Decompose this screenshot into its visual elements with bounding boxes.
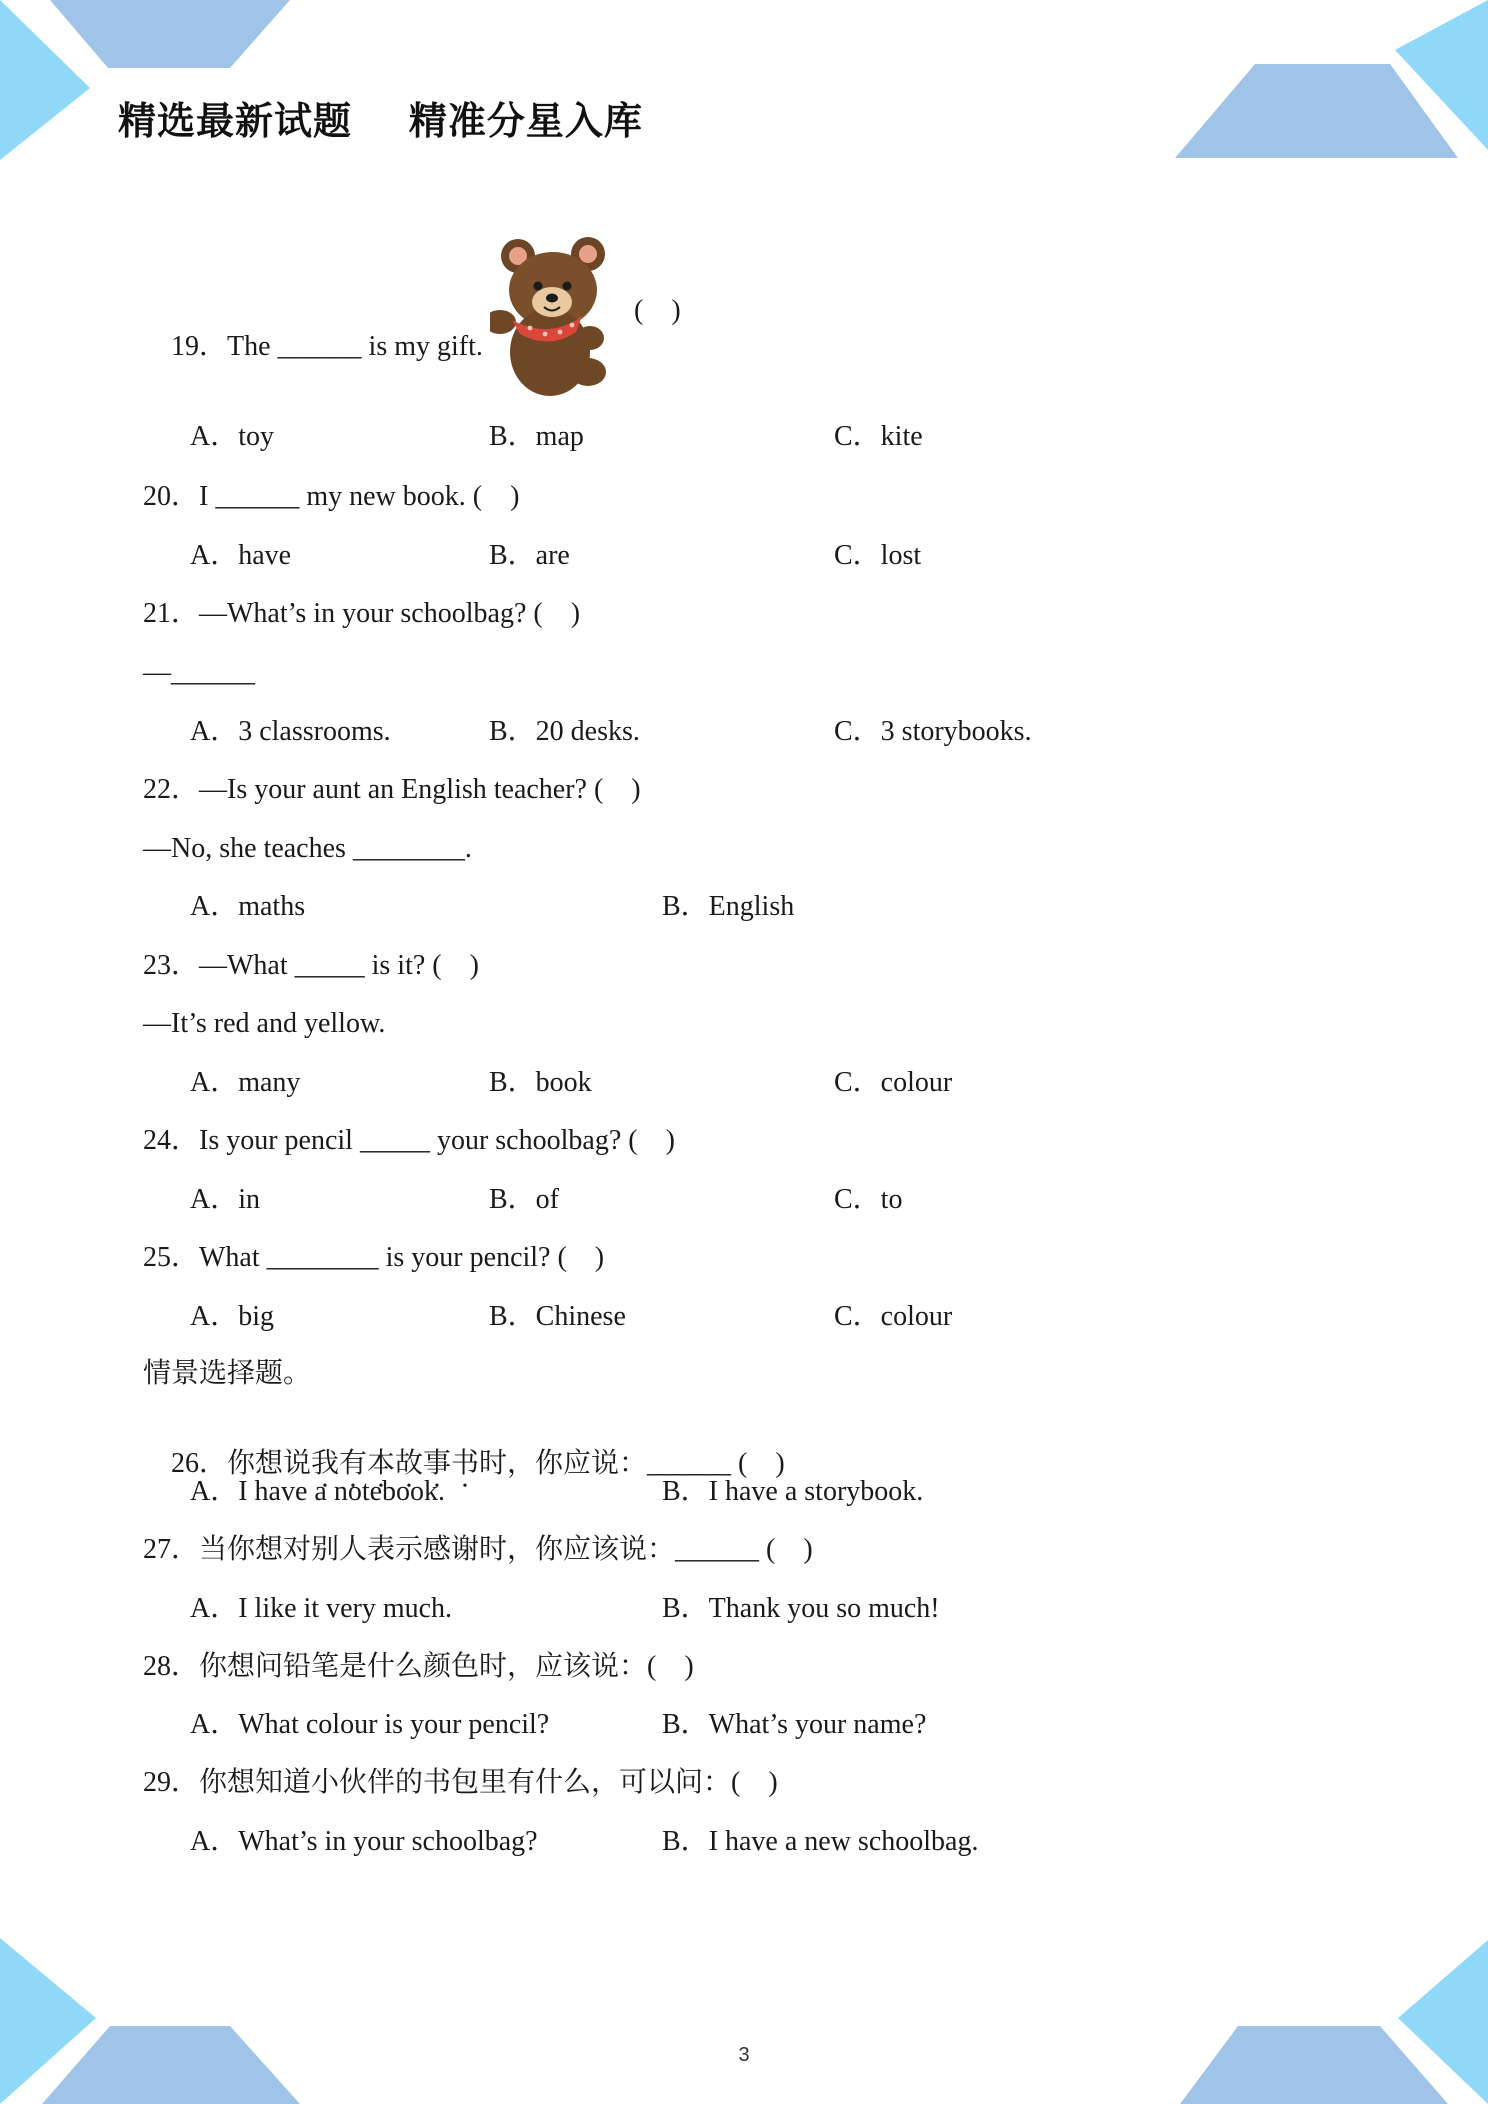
question-24: 24．Is your pencil _____ your schoolbag? ( ): [143, 1125, 675, 1156]
question-text-suffix: 时，你应说：______ ( ): [479, 1448, 785, 1479]
emphasized-text: 我有本故事书: [311, 1448, 480, 1479]
option-b: B．I have a new schoolbag.: [662, 1826, 979, 1857]
question-text-prefix: 26．你想说: [171, 1448, 312, 1479]
option-a: A．many: [190, 1067, 301, 1098]
option-c: C．to: [834, 1184, 903, 1215]
question-21: 21．—What’s in your schoolbag? ( ): [143, 598, 581, 629]
option-a: A．big: [190, 1301, 275, 1332]
answer-line: —It’s red and yellow.: [143, 1008, 386, 1039]
option-a: A．What’s in your schoolbag?: [190, 1826, 538, 1857]
bottom-right-corner-decoration: [1180, 1940, 1488, 2104]
teddy-bear-image: [490, 232, 620, 400]
question-27: 27．当你想对别人表示感谢时，你应该说：______ ( ): [143, 1534, 813, 1565]
option-a: A．I have a notebook.: [190, 1476, 446, 1507]
question-28: 28．你想问铅笔是什么颜色时，应该说：( ): [143, 1651, 694, 1682]
question-29: 29．你想知道小伙伴的书包里有什么，可以问：( ): [143, 1767, 778, 1798]
option-a: A．What colour is your pencil?: [190, 1709, 550, 1740]
option-b: B．What’s your name?: [662, 1709, 927, 1740]
option-c: C．kite: [834, 421, 923, 452]
top-right-corner-decoration: [1175, 0, 1488, 158]
option-c: C．lost: [834, 540, 922, 571]
question-number: 19．: [171, 331, 228, 362]
option-b: B．20 desks.: [489, 716, 640, 747]
page-number: 3: [738, 2044, 750, 2066]
answer-bracket: ( ): [634, 295, 681, 326]
question-23: 23．—What _____ is it? ( ): [143, 950, 479, 981]
question-25: 25．What ________ is your pencil? ( ): [143, 1242, 605, 1273]
option-b: B．English: [662, 891, 795, 922]
option-b: B．are: [489, 540, 570, 571]
option-b: B．book: [489, 1067, 592, 1098]
option-b: B．of: [489, 1184, 560, 1215]
question-22: 22．—Is your aunt an English teacher? ( ): [143, 774, 641, 805]
option-b: B．map: [489, 421, 584, 452]
question-26: [143, 1410, 785, 1530]
option-a: A．in: [190, 1184, 261, 1215]
section-title: 情景选择题。: [143, 1358, 312, 1389]
option-a: A．I like it very much.: [190, 1593, 453, 1624]
option-b: B．I have a storybook.: [662, 1476, 924, 1507]
question-text: The ______ is my gift.: [227, 331, 483, 362]
option-b: B．Thank you so much!: [662, 1593, 940, 1624]
option-b: B．Chinese: [489, 1301, 626, 1332]
option-a: A．maths: [190, 891, 306, 922]
question-19: [143, 293, 483, 401]
option-a: A．have: [190, 540, 292, 571]
bottom-left-corner-decoration: [0, 1938, 300, 2104]
option-a: A．3 classrooms.: [190, 716, 391, 747]
option-c: C．colour: [834, 1301, 953, 1332]
answer-line: —______: [143, 657, 255, 688]
option-c: C．3 storybooks.: [834, 716, 1032, 747]
header-title: 精选最新试题 精准分星入库: [118, 99, 643, 143]
option-c: C．colour: [834, 1067, 953, 1098]
answer-line: —No, she teaches ________.: [143, 833, 472, 864]
option-a: A．toy: [190, 421, 275, 452]
question-20: 20．I ______ my new book. ( ): [143, 481, 520, 512]
